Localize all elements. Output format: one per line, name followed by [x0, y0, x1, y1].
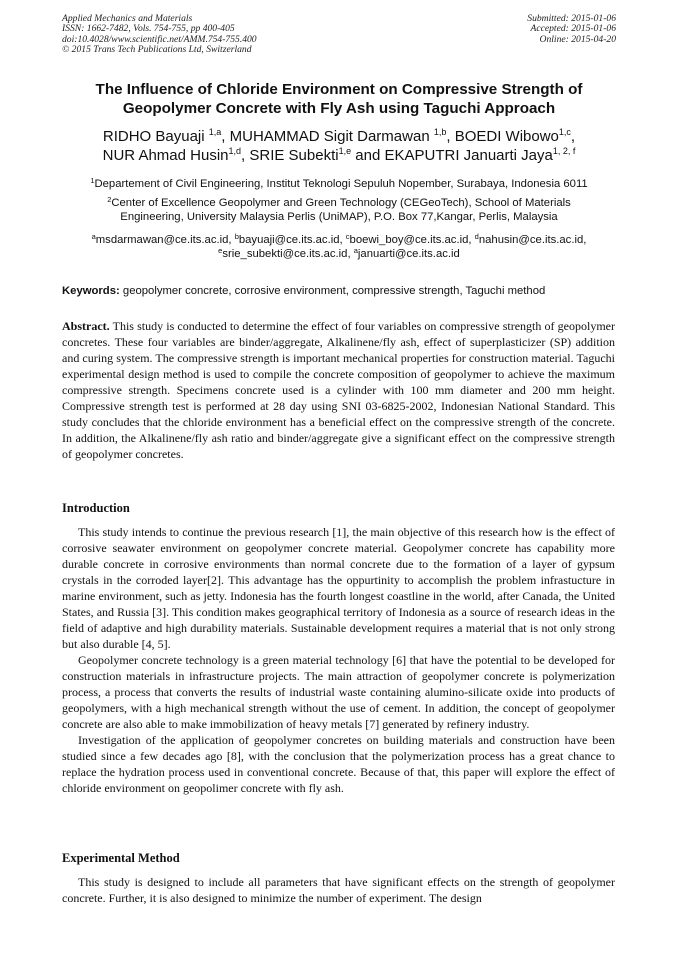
email-mark: e — [218, 246, 223, 255]
author-conjunction: and — [355, 146, 381, 164]
abstract-label: Abstract. — [62, 319, 110, 333]
journal-doi: doi:10.4028/www.scientific.net/AMM.754-755.400 — [62, 33, 257, 45]
author-affil-mark: 1,d — [228, 145, 242, 156]
online-date: Online: 2015-04-20 — [539, 33, 616, 45]
abstract-text: This study is conducted to determine the effect of four variables on compressive strength of geopolymer concretes. These four variables are binder/aggregate, Alkalinene/fly ash, effect of superplasticizer (SP) addition and curing system. The compressive strength is important mechanical properties for construction material. Taguchi experimental design method is used to compile the concrete composition of geopolymer to achieve the maximum compressive strength. Specimens concrete used is a cylinder with 100 mm diameter and 200 mm height. Compressive strength test is performed at 28 day using SNI 03-6825-2002, Indonesian National Standard. This study concludes that the chloride environment has a beneficial effect on the compressive strength of the concrete. In addition, the Alkalinene/fly ash ratio and binder/aggregate give a significant effect on the compressive strength of geopolymer concretes. — [62, 319, 615, 461]
affiliation-2 — [30, 196, 648, 224]
journal-copyright: © 2015 Trans Tech Publications Ltd, Switzerland — [62, 44, 252, 56]
email-list — [30, 233, 648, 261]
submission-dates — [527, 14, 616, 45]
introduction-body — [62, 524, 615, 796]
paragraph: This study is designed to include all parameters that have significant effects on the strength of geopolymer concrete. Further, it is also designed to minimize the number of experiment. The design — [62, 875, 615, 905]
author-name: BOEDI Wibowo — [454, 128, 559, 145]
keywords — [62, 284, 622, 298]
paper-title — [40, 80, 638, 118]
abstract — [62, 318, 615, 462]
author-affil-mark: 1,b — [433, 127, 447, 137]
affiliation-1 — [30, 177, 648, 191]
authors-line-1: RIDHO Bayuaji $^{1,a}$, MUHAMMAD Sigit Darmawan $^{1,b}$, BOEDI Wibowo$^{1,c}$, — [102, 127, 576, 145]
experimental-body — [62, 874, 615, 906]
email-link[interactable]: nahusin@ce.its.ac.id, — [478, 234, 587, 246]
author-list — [30, 128, 648, 165]
title-line-2: Geopolymer Concrete with Fly Ash using Taguchi Approach — [122, 100, 556, 117]
section-heading-introduction: Introduction — [62, 501, 130, 515]
email-mark: b — [234, 232, 239, 241]
affiliation-mark: 2 — [107, 195, 112, 204]
journal-issn: ISSN: 1662-7482, Vols. 754-755, pp 400-405 — [62, 23, 235, 35]
affiliation-text: Departement of Civil Engineering, Institut Teknologi Sepuluh Nopember, Surabaya, Indonesia 6011 — [94, 178, 588, 190]
email-mark: a — [91, 232, 96, 241]
keywords-label: Keywords: — [62, 285, 120, 297]
affiliation-mark: 1 — [90, 176, 95, 185]
author-name: EKAPUTRI Januarti Jaya — [384, 146, 553, 164]
authors-line-2: NUR Ahmad Husin$^{1,d}$, SRIE Subekti$^{1,e}$ and EKAPUTRI Januarti Jaya$^{1, 2, f}$ — [102, 145, 576, 164]
paragraph: This study intends to continue the previous research [1], the main objective of this research how is the effect of corrosive seawater environment on geopolymer concrete material. Geopolymer concrete has capability more durable concrete in corrosive environments than normal concrete due to the formation of a layer of gypsum crystals in the corroded layer[2]. This advantage has the oppurtinity to accomplish the problem infrastucture in marine environment, such as jetty. Indonesia has the fourth longest coastline in the world, after Canada, the United States, and Russia [3]. This condition makes geographical territory of Indonesia as a source of research ideas in the field of adaptive and high durability materials. Sustainable development requires a material that is not only strong but also durable [4, 5]. — [62, 525, 615, 651]
journal-info — [62, 14, 257, 56]
author-affil-mark: 1,c — [558, 127, 571, 137]
author-name: SRIE Subekti — [249, 146, 339, 164]
accepted-date: Accepted: 2015-01-06 — [530, 23, 616, 35]
email-link[interactable]: msdarmawan@ce.its.ac.id, — [95, 234, 232, 246]
author-name: NUR Ahmad Husin — [102, 146, 229, 164]
title-line-1: The Influence of Chloride Environment on Compressive Strength of — [95, 81, 583, 98]
email-link[interactable]: boewi_boy@ce.its.ac.id, — [349, 234, 472, 246]
author-name: RIDHO Bayuaji — [102, 128, 205, 145]
affiliation-text: Center of Excellence Geopolymer and Green Technology (CEGeoTech), School of Materials — [111, 197, 571, 209]
paragraph: Geopolymer concrete technology is a green material technology [6] that have the potential to be developed for construction materials in infrastructure projects. The main attraction of geopolymer concrete is polymerization process, a process that converts the results of industrial waste containing alumino-silicate oxide into products of geopolymers, with a high mechanical strength without the use of cement. In addition, the concept of geopolymer concrete are also able to make immobilization of heavy metals [7] generated by refinery industry. — [62, 653, 615, 731]
submitted-date: Submitted: 2015-01-06 — [527, 13, 616, 24]
author-affil-mark: 1, 2, f — [552, 145, 576, 156]
author-affil-mark: 1,a — [208, 127, 222, 137]
email-link[interactable]: bayuaji@ce.its.ac.id, — [238, 234, 343, 246]
email-mark: c — [345, 232, 350, 241]
email-mark: d — [474, 232, 479, 241]
email-link[interactable]: srie_subekti@ce.its.ac.id, — [222, 248, 351, 260]
affiliation-text: Engineering, University Malaysia Perlis (UniMAP), P.O. Box 77,Kangar, Perlis, Malaysia — [120, 211, 558, 223]
email-link[interactable]: januarti@ce.its.ac.id — [357, 248, 460, 260]
journal-name: Applied Mechanics and Materials — [62, 13, 193, 24]
keywords-text: geopolymer concrete, corrosive environment, compressive strength, Taguchi method — [122, 285, 546, 297]
author-affil-mark: 1,e — [338, 145, 352, 156]
paragraph: Investigation of the application of geopolymer concretes on building materials and construction have been studied since a few decades ago [8], with the conclusion that the polymerization process has a great chance to replace the hydration process used in conventional concrete. Because of that, this paper will explore the effect of chloride environment on geopolimer concrete with fly ash. — [62, 733, 615, 795]
author-name: MUHAMMAD Sigit Darmawan — [229, 128, 430, 145]
section-heading-experimental-method: Experimental Method — [62, 851, 180, 865]
email-mark: a — [353, 246, 358, 255]
